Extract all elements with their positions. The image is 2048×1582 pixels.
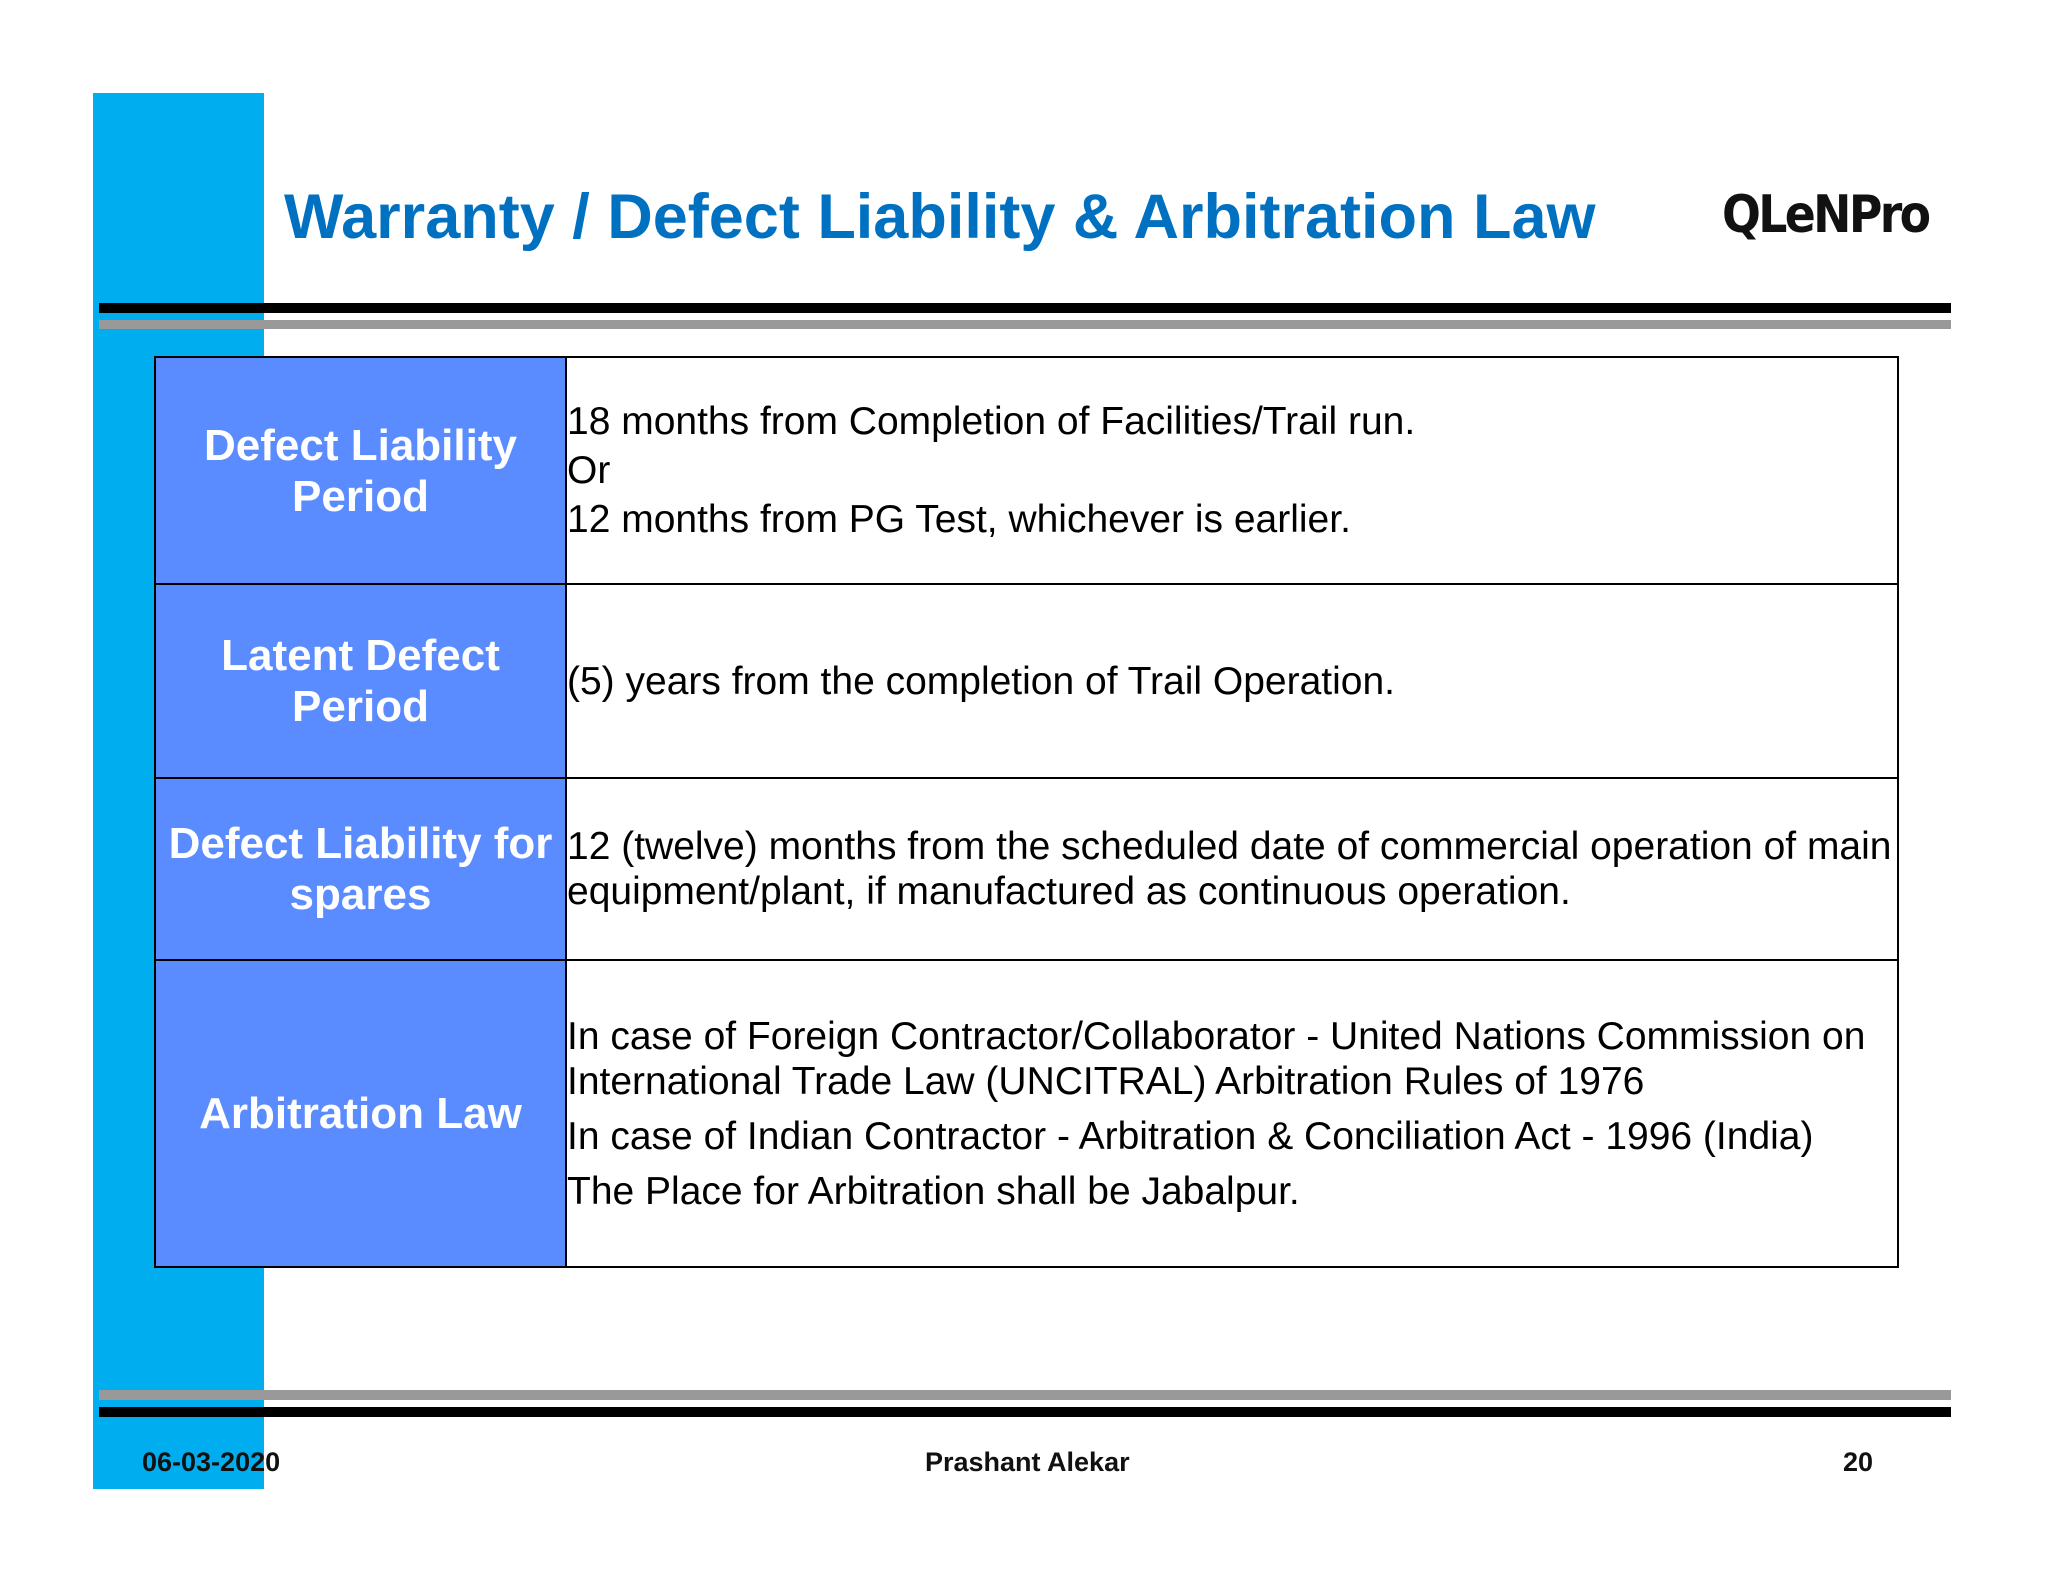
content-line: (5) years from the completion of Trail Operation.: [567, 659, 1396, 703]
footer-date: 06-03-2020: [142, 1447, 281, 1477]
row-label: Defect Liability for spares: [155, 778, 566, 960]
row-content: [566, 357, 1898, 584]
page-number: 20: [1843, 1447, 1874, 1477]
row-content: [566, 960, 1898, 1267]
row-label: Arbitration Law: [155, 960, 566, 1267]
warranty-table: [154, 356, 1899, 1268]
row-content: [566, 778, 1898, 960]
table-row: [155, 778, 1898, 960]
content-line: Or: [567, 449, 611, 492]
row-content: [566, 584, 1898, 778]
header-rule-dark: [99, 303, 1951, 313]
table-row: [155, 960, 1898, 1267]
slide-title: Warranty / Defect Liability & Arbitration Law: [284, 182, 1596, 252]
content-line: 12 months from PG Test, whichever is earlier.: [567, 498, 1351, 541]
content-paragraph: In case of Foreign Contractor/Collaborator - United Nations Commission on International Trade Law (UNCITRAL) Arbitration Rules of 1976: [567, 1014, 1866, 1103]
footer-author: Prashant Alekar: [925, 1447, 1130, 1477]
brand-logo: QLeNPro: [1722, 185, 1929, 245]
row-label: Latent Defect Period: [155, 584, 566, 778]
table-row: [155, 357, 1898, 584]
table-row: [155, 584, 1898, 778]
content-paragraph: The Place for Arbitration shall be Jabalpur.: [567, 1169, 1300, 1213]
content-line: 18 months from Completion of Facilities/Trail run.: [567, 400, 1416, 443]
content-paragraph: In case of Indian Contractor - Arbitration & Conciliation Act - 1996 (India): [567, 1114, 1814, 1158]
header-rule-gray: [99, 320, 1951, 329]
footer-rule-dark: [99, 1407, 1951, 1417]
footer-rule-gray: [99, 1390, 1951, 1400]
content-line: 12 (twelve) months from the scheduled date of commercial operation of main equipment/plant, if manufactured as continuous operation.: [567, 825, 1892, 913]
row-label: Defect Liability Period: [155, 357, 566, 584]
